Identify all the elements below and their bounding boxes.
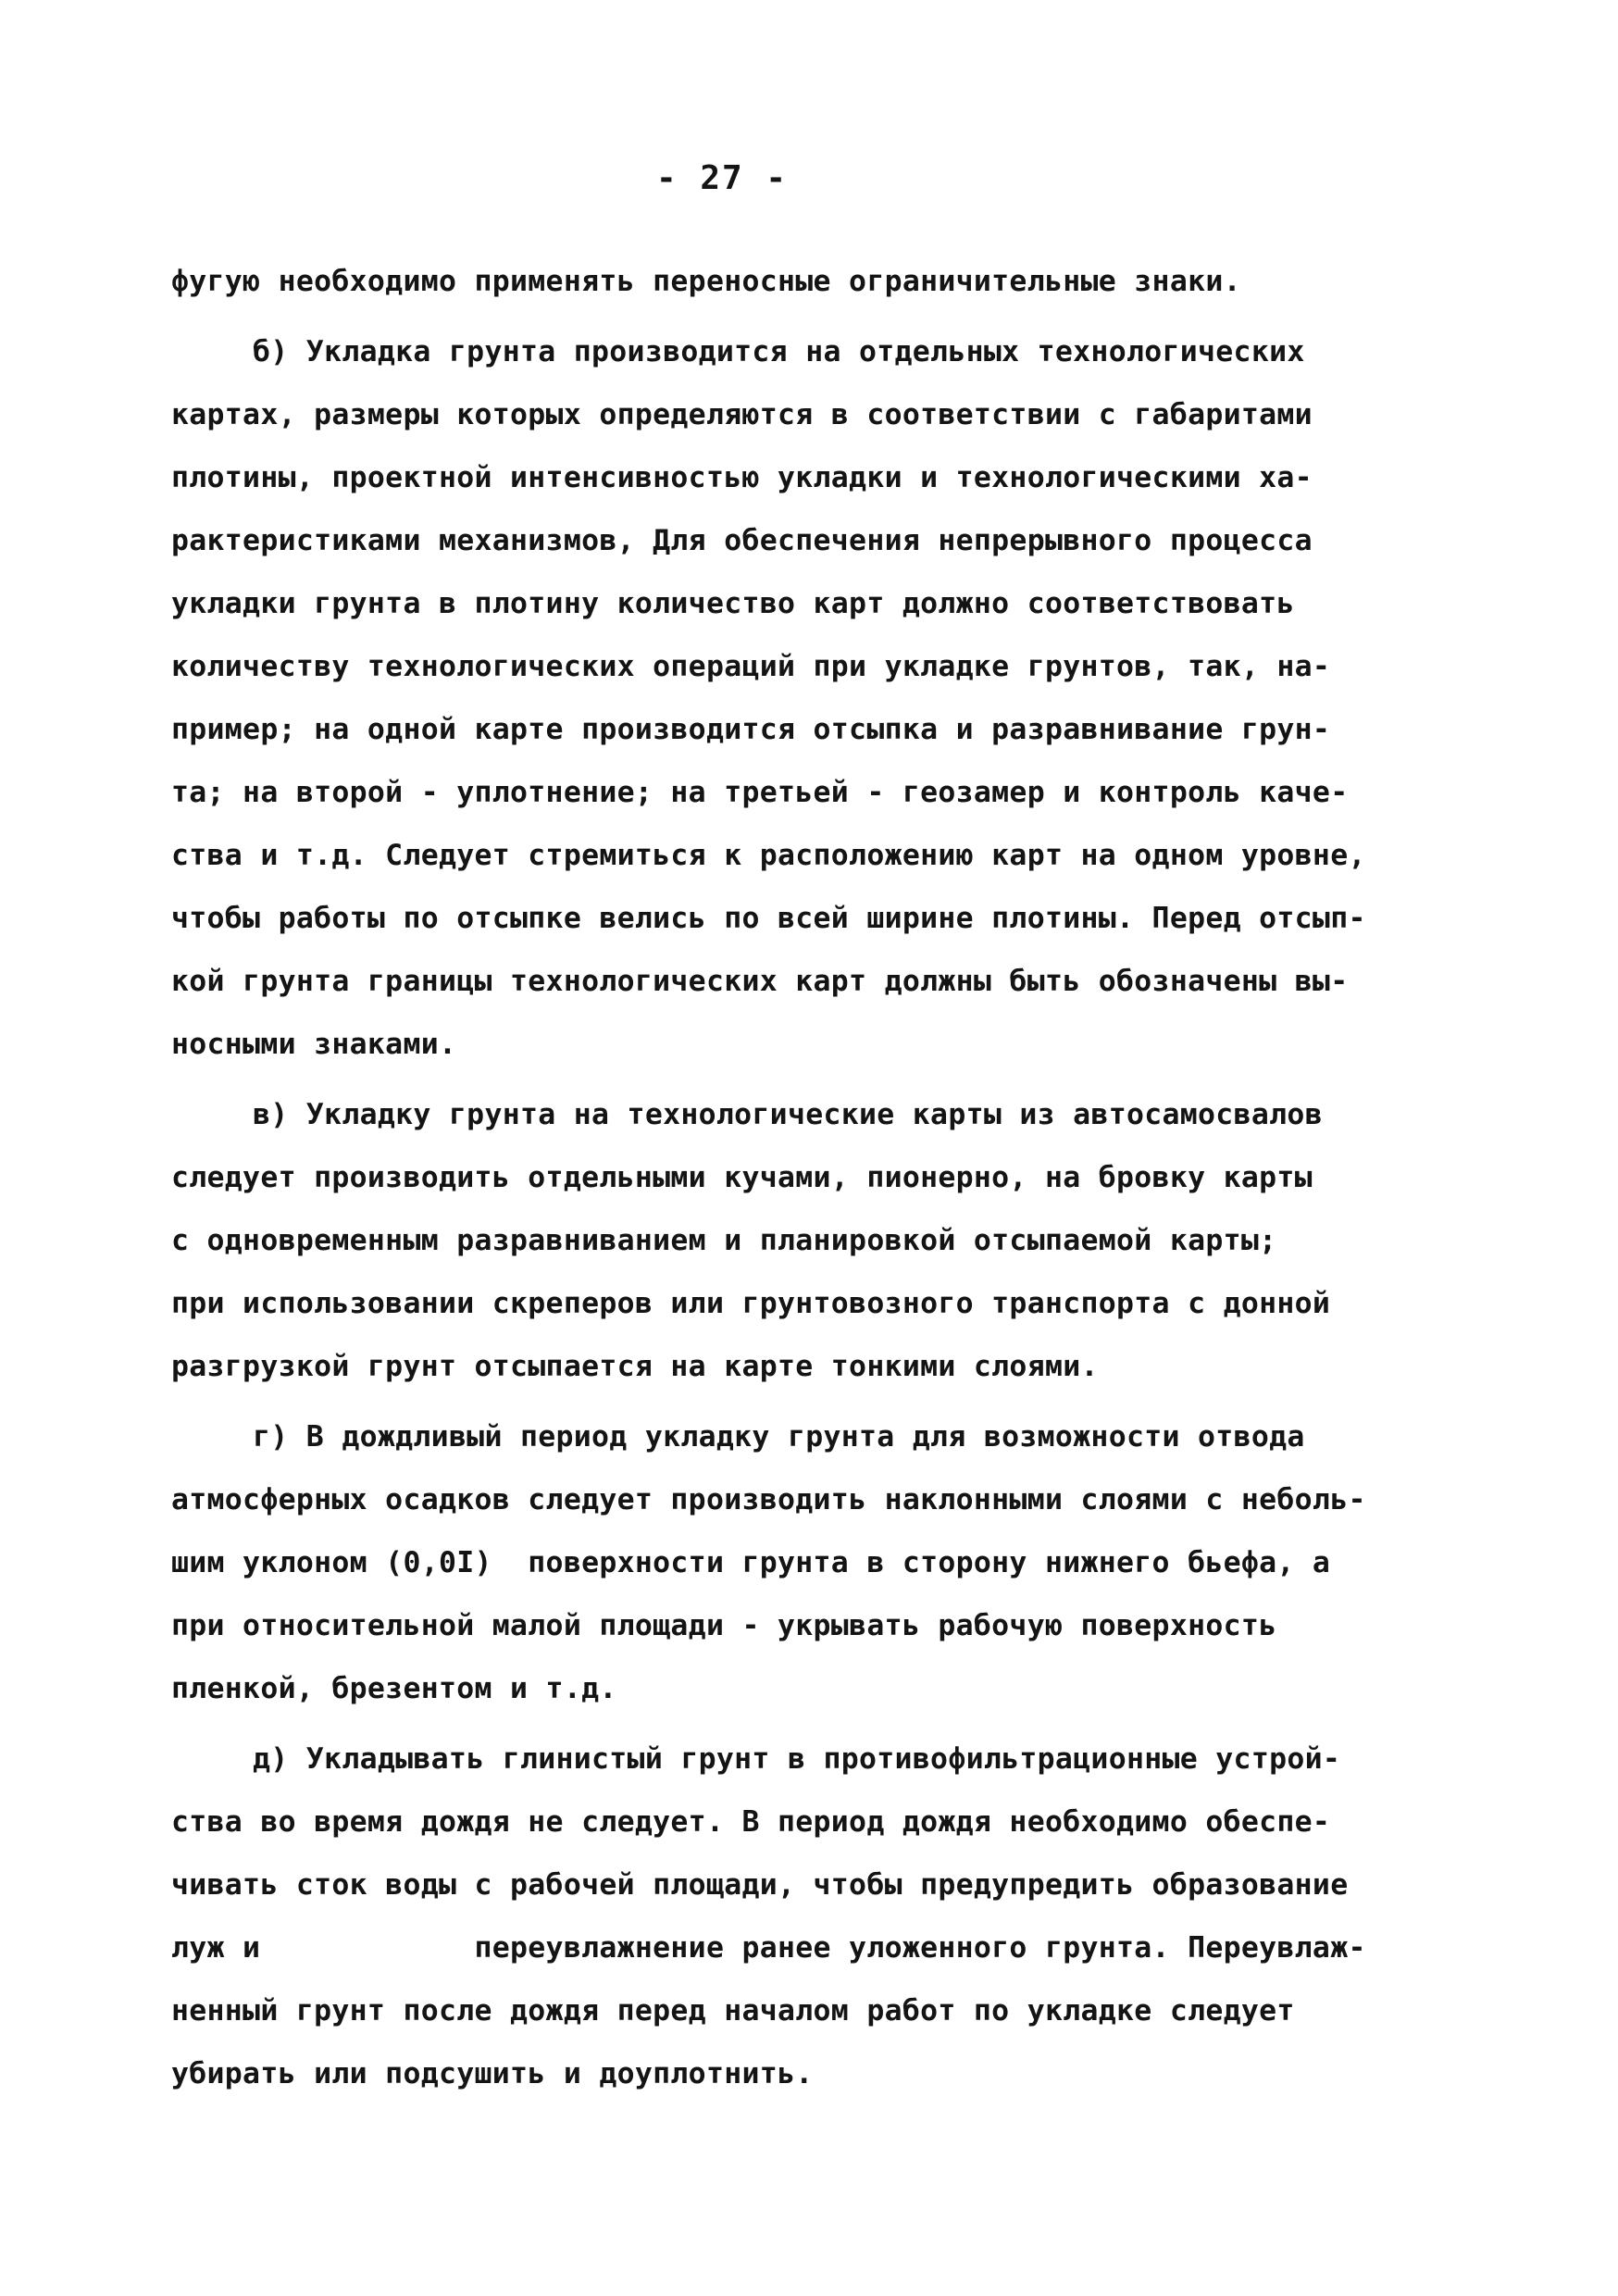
paragraph-gap xyxy=(171,1076,1458,1083)
text-line: г) В дождливый период укладку грунта для возможности отвода xyxy=(253,1420,1305,1454)
text-line: д) Укладывать глинистый грунт в противофильтрационные устрой- xyxy=(253,1742,1341,1776)
text-line: плотины, проектной интенсивностью укладки и технологическими ха- xyxy=(171,461,1313,494)
text-line: та; на второй - уплотнение; на третьей - геозамер и контроль каче- xyxy=(171,776,1349,809)
text-line: количеству технологических операций при укладке грунтов, так, на- xyxy=(171,650,1331,683)
text-line: ненный грунт после дождя перед началом работ по укладке следует xyxy=(171,1994,1295,2028)
text-line: б) Укладка грунта производится на отдельных технологических xyxy=(253,335,1305,368)
body-text xyxy=(171,250,1458,2105)
text-line: укладки грунта в плотину количество карт должно соответствовать xyxy=(171,587,1295,620)
text-line: картах, размеры которых определяются в соответствии с габаритами xyxy=(171,398,1313,431)
text-line: с одновременным разравниванием и планировкой отсыпаемой карты; xyxy=(171,1224,1277,1257)
paragraph-continuation xyxy=(171,250,1458,313)
text-line: разгрузкой грунт отсыпается на карте тонкими слоями. xyxy=(171,1350,1099,1383)
paragraph-v xyxy=(171,1083,1458,1398)
text-line: ства во время дождя не следует. В период дождя необходимо обеспе- xyxy=(171,1805,1331,1839)
text-line: следует производить отдельными кучами, пионерно, на бровку карты xyxy=(171,1161,1313,1194)
text-line: носными знаками. xyxy=(171,1028,457,1061)
text-line: при относительной малой площади - укрывать рабочую поверхность xyxy=(171,1609,1277,1642)
text-line: чтобы работы по отсыпке велись по всей ширине плотины. Перед отсып- xyxy=(171,902,1366,935)
text-line: атмосферных осадков следует производить наклонными слоями с неболь- xyxy=(171,1483,1366,1516)
text-line: кой грунта границы технологических карт должны быть обозначены вы- xyxy=(171,965,1349,998)
text-line: рактеристиками механизмов, Для обеспечения непрерывного процесса xyxy=(171,524,1313,557)
paragraph-gap xyxy=(171,313,1458,320)
page-number: - 27 - xyxy=(655,159,789,197)
text-line: луж и переувлажнение ранее уложенного грунта. Переувлаж- xyxy=(171,1931,1366,1965)
text-line: при использовании скреперов или грунтовозного транспорта с донной xyxy=(171,1287,1331,1320)
text-line: шим уклоном (0,0I) поверхности грунта в сторону нижнего бьефа, а xyxy=(171,1546,1331,1579)
paragraph-g xyxy=(171,1405,1458,1720)
text-line: в) Укладку грунта на технологические карты из автосамосвалов xyxy=(253,1098,1323,1131)
paragraph-d xyxy=(171,1728,1458,2105)
text-line: фугую необходимо применять переносные ограничительные знаки. xyxy=(171,265,1241,298)
text-line: чивать сток воды с рабочей площади, чтобы предупредить образование xyxy=(171,1868,1349,1902)
text-line: пример; на одной карте производится отсыпка и разравнивание грун- xyxy=(171,713,1331,746)
paragraph-b xyxy=(171,320,1458,1076)
text-line: ства и т.д. Следует стремиться к расположению карт на одном уровне, xyxy=(171,839,1366,872)
text-line: убирать или подсушить и доуплотнить. xyxy=(171,2057,814,2090)
paragraph-gap xyxy=(171,1398,1458,1405)
text-line: пленкой, брезентом и т.д. xyxy=(171,1672,617,1705)
paragraph-gap xyxy=(171,1720,1458,1728)
